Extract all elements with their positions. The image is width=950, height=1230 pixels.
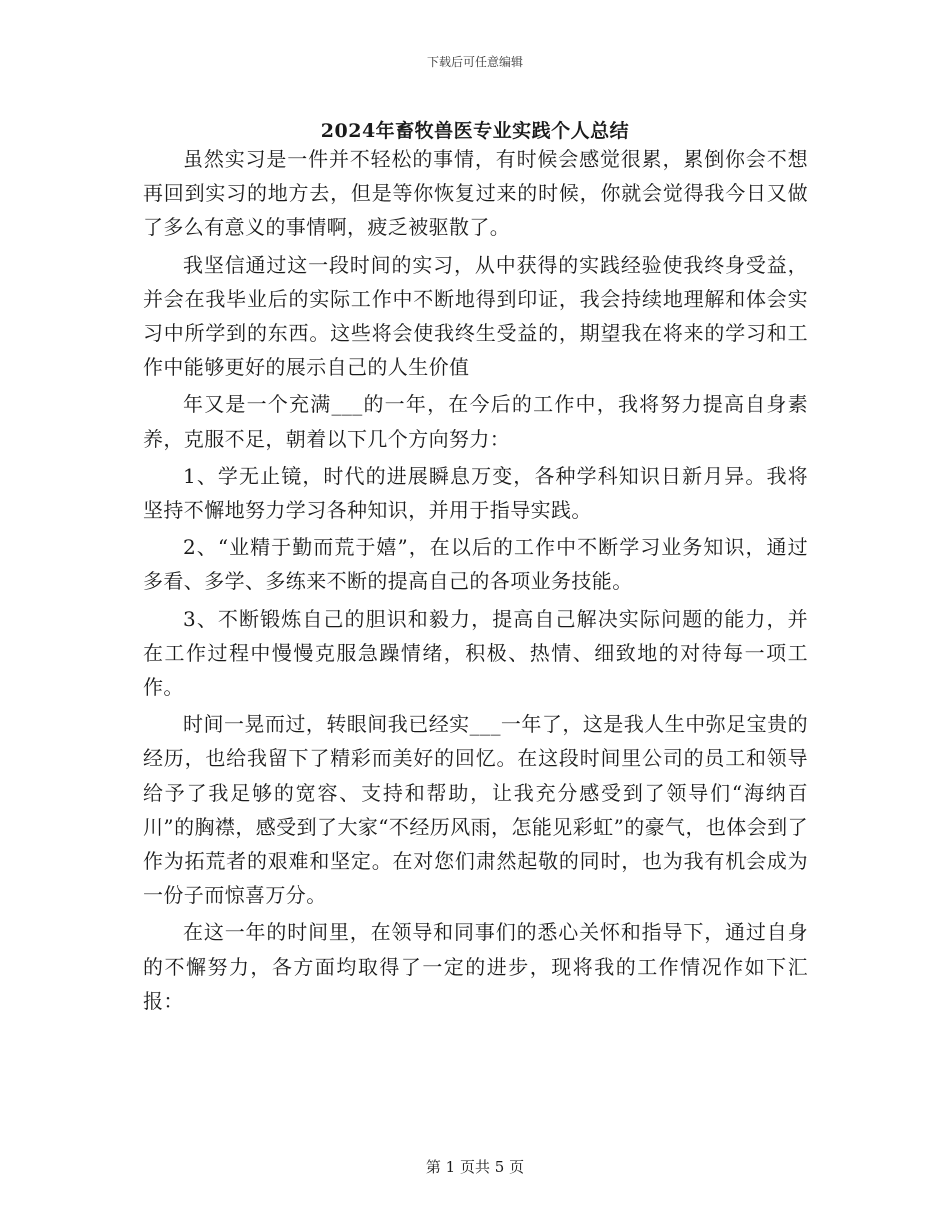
document-title: 2024年畜牧兽医专业实践个人总结	[320, 120, 630, 142]
document-body	[143, 142, 808, 1018]
paragraph: 在这一年的时间里，在领导和同事们的悉心关怀和指导下，通过自身的不懈努力，各方面均取得了一定的进步，现将我的工作情况作如下汇报：	[143, 920, 808, 1013]
paragraph: 年又是一个充满___的一年，在今后的工作中，我将努力提高自身素养，克服不足，朝着以下几个方向努力：	[143, 392, 808, 451]
paragraph: 虽然实习是一件并不轻松的事情，有时候会感觉很累，累倒你会不想再回到实习的地方去，但是等你恢复过来的时候，你就会觉得我今日又做了多么有意义的事情啊，疲乏被驱散了。	[143, 147, 808, 240]
paragraph: 我坚信通过这一段时间的实习，从中获得的实践经验使我终身受益，并会在我毕业后的实际工作中不断地得到印证，我会持续地理解和体会实习中所学到的东西。这些将会使我终生受益的，期望我在将来的学习和工作中能够更好的展示自己的人生价值	[143, 252, 808, 380]
page-header-note: 下载后可任意编辑	[426, 55, 523, 69]
page-number: 第 1 页共 5 页	[425, 1158, 525, 1176]
list-item: 1、学无止镜，时代的进展瞬息万变，各种学科知识日新月异。我将坚持不懈地努力学习各种知识，并用于指导实践。	[143, 463, 808, 523]
paragraph: 时间一晃而过，转眼间我已经实___一年了，这是我人生中弥足宝贵的经历，也给我留下了精彩而美好的回忆。在这段时间里公司的员工和领导给予了我足够的宽容、支持和帮助，让我充分感受到了领导们“海纳百川”的胸襟，感受到了大家“不经历风雨，怎能见彩虹”的豪气，也体会到了作为拓荒者的艰难和坚定。在对您们肃然起敬的同时，也为我有机会成为一份子而惊喜万分。	[143, 712, 808, 908]
list-item: 3、不断锻炼自己的胆识和毅力，提高自己解决实际问题的能力，并在工作过程中慢慢克服急躁情绪，积极、热情、细致地的对待每一项工作。	[143, 606, 808, 700]
list-item: 2、“业精于勤而荒于嬉”，在以后的工作中不断学习业务知识，通过多看、多学、多练来不断的提高自己的各项业务技能。	[143, 535, 808, 594]
